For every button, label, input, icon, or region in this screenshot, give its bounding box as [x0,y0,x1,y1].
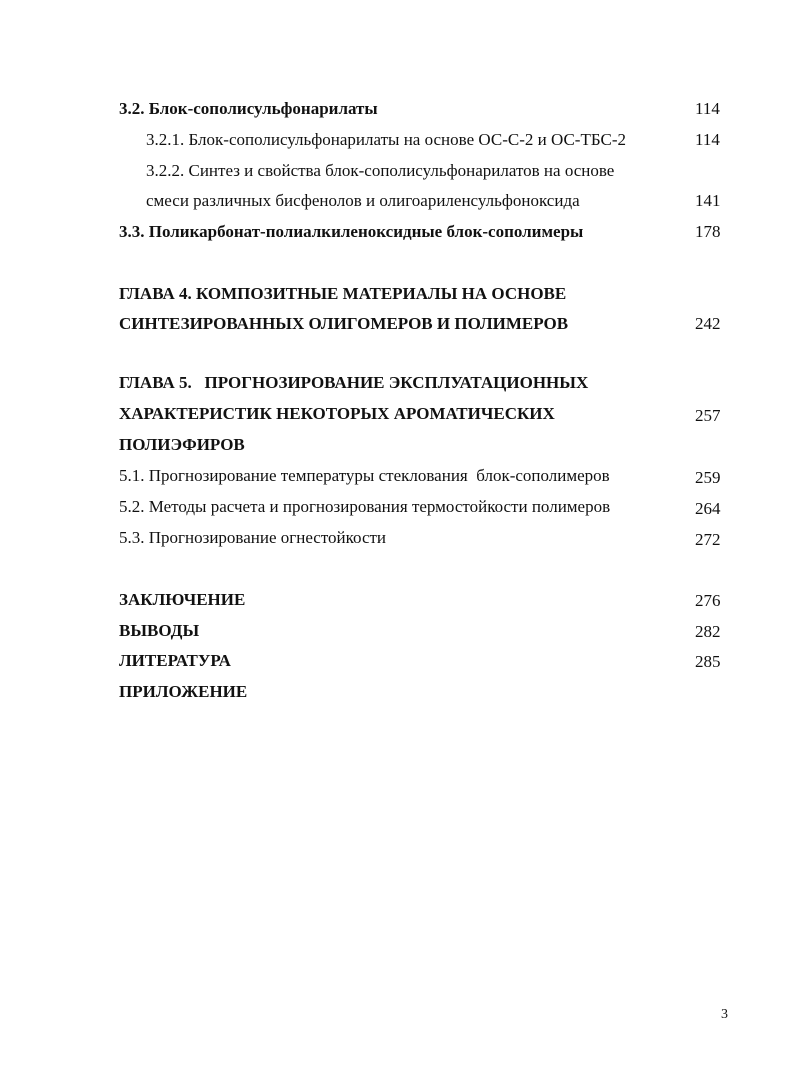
page-number: 3 [721,1007,728,1022]
toc-findings-page: 282 [695,622,721,641]
toc-chapter-5-line1: ГЛАВА 5. ПРОГНОЗИРОВАНИЕ ЭКСПЛУАТАЦИОННЫХ [119,373,589,392]
toc-entry-3-3-title: 3.3. Поликарбонат-полиалкиленоксидные блок-сополимеры [119,222,584,241]
toc-chapter-5-line2: ХАРАКТЕРИСТИК НЕКОТОРЫХ АРОМАТИЧЕСКИХ [119,404,555,423]
toc-entry-3-2-2-page: 141 [695,191,721,210]
toc-conclusion-page: 276 [695,591,721,610]
toc-chapter-4-page: 242 [695,314,721,333]
toc-findings-title: ВЫВОДЫ [119,621,200,640]
toc-chapter-4-line1: ГЛАВА 4. КОМПОЗИТНЫЕ МАТЕРИАЛЫ НА ОСНОВЕ [119,284,567,303]
toc-entry-3-3-page: 178 [695,222,721,241]
toc-literature-title: ЛИТЕРАТУРА [119,651,231,670]
toc-conclusion-title: ЗАКЛЮЧЕНИЕ [119,590,246,609]
toc-entry-5-1-page: 259 [695,468,721,487]
toc-entry-5-3-page: 272 [695,530,721,549]
toc-chapter-4-line2: СИНТЕЗИРОВАННЫХ ОЛИГОМЕРОВ И ПОЛИМЕРОВ [119,314,569,333]
toc-entry-3-2-title: 3.2. Блок-сополисульфонарилаты [119,99,378,118]
toc-entry-5-3-title: 5.3. Прогнозирование огнестойкости [119,528,387,547]
toc-literature-page: 285 [695,652,721,671]
toc-appendix-title: ПРИЛОЖЕНИЕ [119,682,248,701]
toc-entry-5-2-title: 5.2. Методы расчета и прогнозирования термостойкости полимеров [119,497,611,516]
toc-entry-3-2-2-line2: смеси различных бисфенолов и олигоариленсульфоноксида [146,191,580,210]
toc-entry-3-2-1-page: 114 [695,130,720,149]
toc-chapter-5-page: 257 [695,406,721,425]
toc-entry-5-1-title: 5.1. Прогнозирование температуры стеклования блок-сополимеров [119,466,610,485]
toc-entry-3-2-2-line1: 3.2.2. Синтез и свойства блок-сополисульфонарилатов на основе [146,161,615,180]
toc-entry-3-2-1-title: 3.2.1. Блок-сополисульфонарилаты на основе ОС-С-2 и ОС-ТБС-2 [146,130,626,149]
toc-entry-3-2-page: 114 [695,99,720,118]
toc-chapter-5-line3: ПОЛИЭФИРОВ [119,435,245,454]
toc-entry-5-2-page: 264 [695,499,721,518]
